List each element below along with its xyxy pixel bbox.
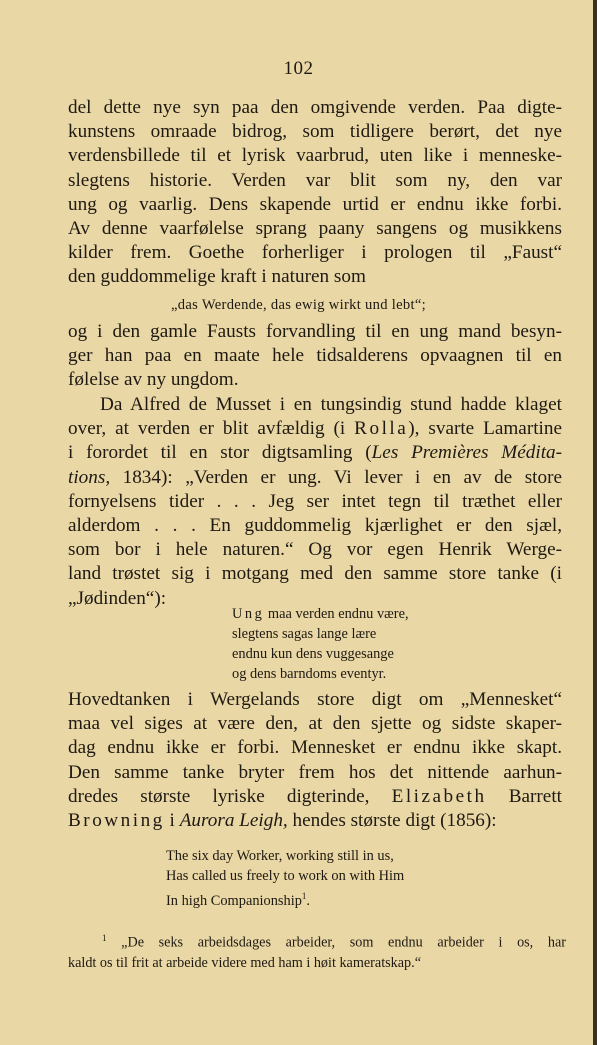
- text-line: slegtens historie. Verden var blit som ny, den var: [68, 169, 562, 191]
- meditations-title: Les Premières Médita-: [371, 442, 563, 464]
- paragraph-faust: [68, 320, 562, 393]
- text-line: over, at verden er blit avfældig (i Rolla), svarte Lamartine: [68, 418, 562, 440]
- text-line: som bor i hele naturen.“ Og vor egen Henrik Werge-: [68, 539, 562, 561]
- verse-line: endnu kun dens vuggesange: [232, 646, 394, 662]
- verse-line: Ung maa verden endnu være,: [232, 606, 409, 622]
- page-number: 102: [283, 58, 314, 79]
- verse-line: og dens barndoms eventyr.: [232, 666, 387, 682]
- verse-line: Has called us freely to work on with Him: [166, 868, 405, 884]
- text-line: Av denne vaarfølelse sprang paany sangens og musikkens: [68, 218, 562, 240]
- text-line: følelse av ny ungdom.: [68, 369, 239, 391]
- footnote: [68, 928, 566, 974]
- text-line: „Jødinden“):: [68, 587, 167, 609]
- text-line: dredes største lyriske digterinde, Elizabeth Barrett: [68, 785, 562, 807]
- text-line: kilder frem. Goethe forherliger i prologen til „Faust“: [68, 242, 562, 264]
- text-line: Den samme tanke bryter frem hos det nittende aarhun-: [68, 761, 562, 783]
- text-line: land trøstet sig i motgang med den samme store tanke (i: [68, 563, 562, 585]
- rolla-title: Rolla: [354, 418, 409, 440]
- wergeland-verse: [232, 604, 409, 684]
- footnote-line: kaldt os til frit at arbeide videre med ham i høit kameratskap.“: [68, 955, 421, 972]
- browning-verse: [166, 846, 404, 911]
- footnote-line: $^1$ „De seks arbeidsdages arbeider, som endnu arbeider i os, har: [102, 933, 566, 951]
- text-line: og i den gamle Fausts forvandling til en ung mand besyn-: [68, 321, 562, 342]
- verse-line: slegtens sagas lange lære: [232, 626, 377, 642]
- page-edge: [593, 0, 597, 1045]
- aurora-leigh-title: Aurora Leigh,: [179, 810, 288, 832]
- text-line: ger han paa en maate hele tidsalderens opvaagnen til en: [68, 345, 562, 367]
- text-line: ung og vaarlig. Dens skapende urtid er endnu ikke forbi.: [68, 193, 562, 215]
- text-line: tions, 1834): „Verden er ung. Vi lever i en av de store: [68, 466, 562, 488]
- paragraph-musset: [68, 393, 562, 611]
- footnote-marker: 1: [301, 891, 307, 901]
- text-line: den guddommelige kraft i naturen som: [68, 266, 366, 288]
- text-line: maa vel siges at være den, at den sjette og sidste skaper-: [68, 713, 562, 735]
- text-line: del dette nye syn paa den omgivende verden. Paa digte-: [68, 97, 562, 118]
- text-line: kunstens omraade bidrog, som tidligere berørt, det nye: [68, 121, 562, 143]
- text-line: i forordet til en stor digtsamling (Les Premières Médita-: [68, 442, 563, 464]
- text-line: fornyelsens tider . . . Jeg ser intet tegn til træthet eller: [68, 490, 562, 512]
- text-line: alderdom . . . En guddommelig kjærlighet er den sjæl,: [68, 515, 562, 537]
- verse-line: In high Companionship$^1$.: [166, 891, 311, 909]
- text-line: dag endnu ikke er forbi. Mennesket er endnu ikke skapt.: [68, 737, 562, 759]
- goethe-quote: „das Werdende, das ewig wirkt und lebt“;: [171, 297, 426, 313]
- paragraph-goethe: [68, 96, 562, 290]
- paragraph-mennesket: [68, 688, 562, 833]
- text-line: verdensbillede til et lyrisk vaarbrud, uten like i menneske-: [68, 145, 562, 167]
- text-line: Da Alfred de Musset i en tungsindig stund hadde klaget: [100, 394, 562, 415]
- text-line: Browning i Aurora Leigh, hendes største digt (1856):: [68, 810, 497, 832]
- verse-line: The six day Worker, working still in us,: [166, 848, 394, 864]
- browning-name: Elizabeth: [391, 785, 487, 807]
- text-line: Hovedtanken i Wergelands store digt om „Mennesket“: [68, 689, 562, 710]
